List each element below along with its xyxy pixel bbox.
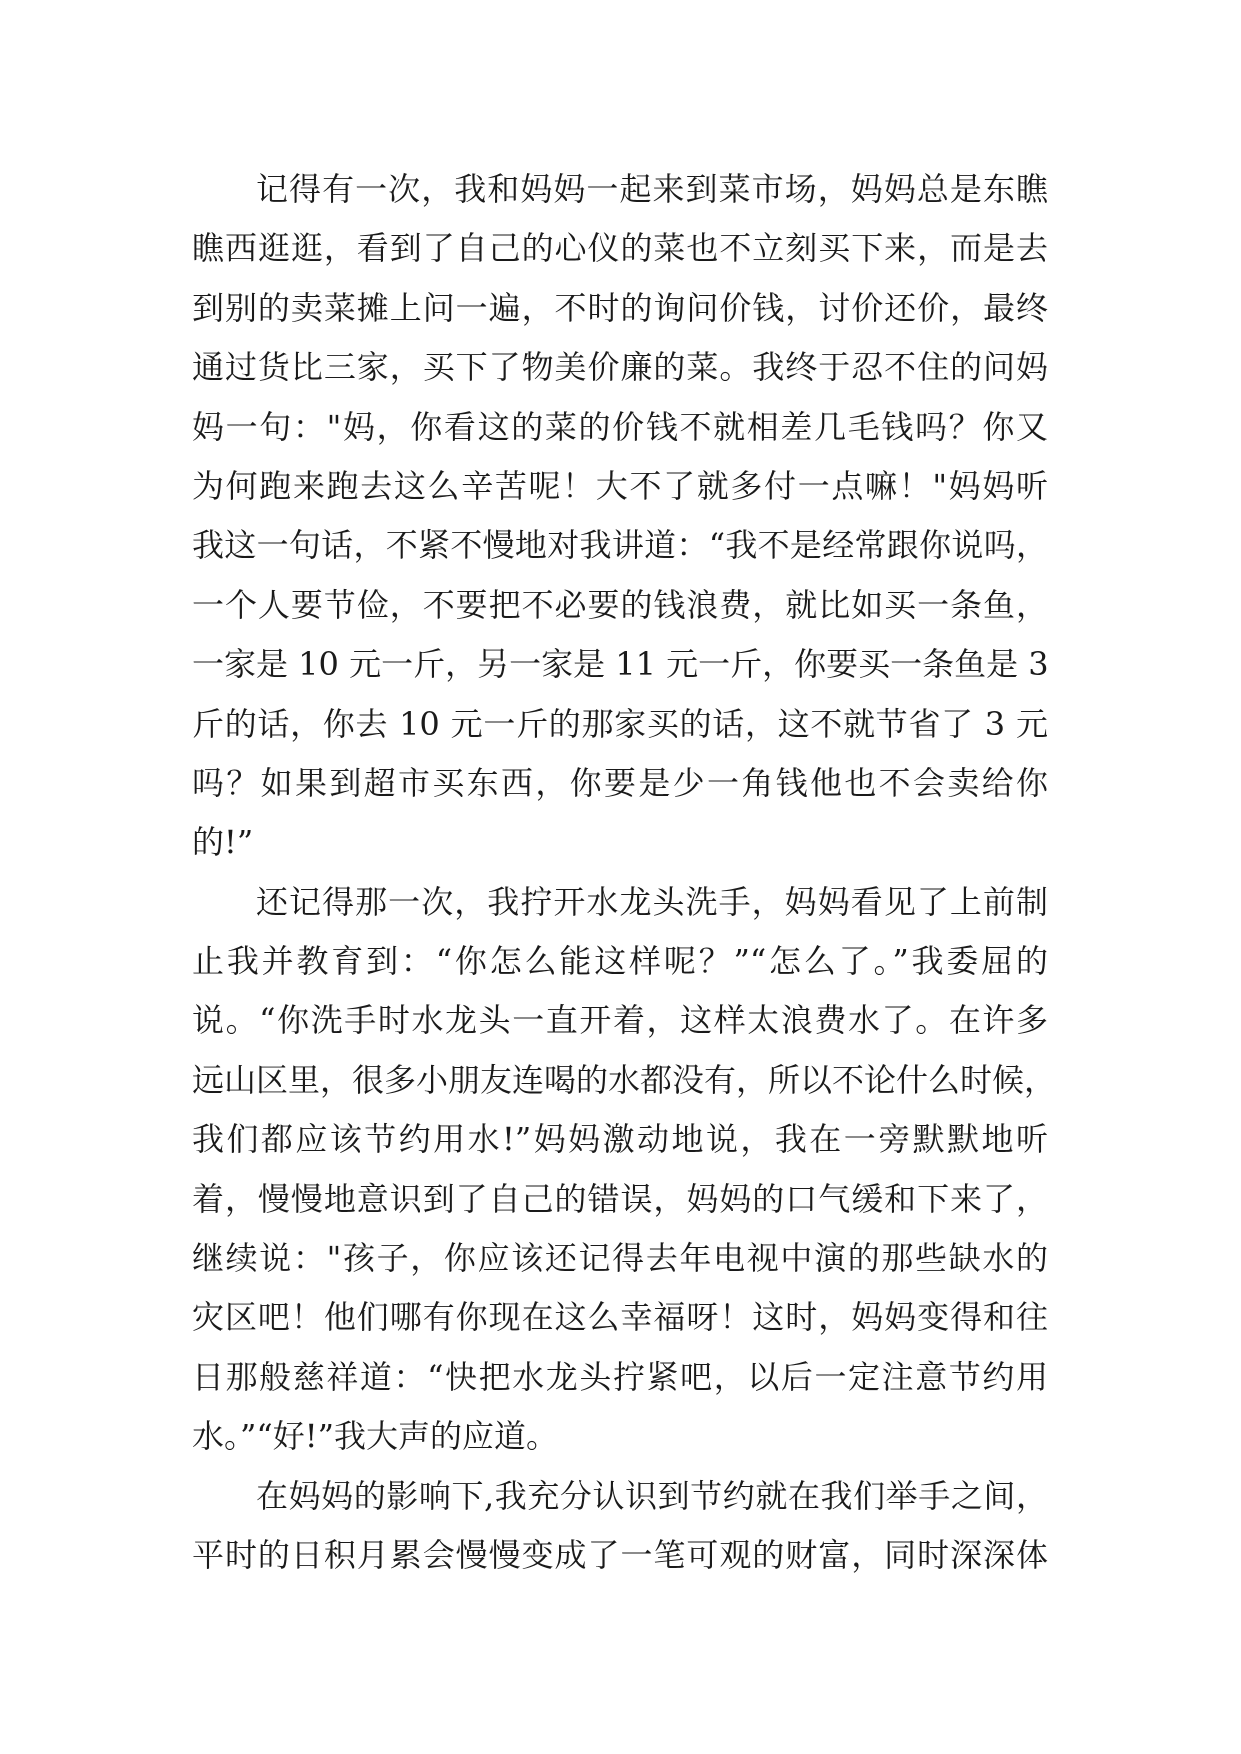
paragraph-2-line-3: 说。“你洗手时水龙头一直开着，这样太浪费水了。在许多 [192,1001,1048,1040]
paragraph-2-line-8: 灾区吧！他们哪有你现在这么幸福呀！这时，妈妈变得和往 [192,1298,1048,1337]
paragraph-1-line-10: 斤的话，你去 10 元一斤的那家买的话，这不就节省了 3 元 [192,704,1048,743]
paragraph-1-line-4: 通过货比三家，买下了物美价廉的菜。我终于忍不住的问妈 [192,348,1048,387]
paragraph-2-line-5: 我们都应该节约用水!”妈妈激动地说，我在一旁默默地听 [192,1120,1048,1159]
paragraph-3-line-1: 在妈妈的影响下,我充分认识到节约就在我们举手之间， [256,1476,1048,1515]
paragraph-2-line-1: 还记得那一次，我拧开水龙头洗手，妈妈看见了上前制 [256,882,1048,921]
paragraph-3-line-2: 平时的日积月累会慢慢变成了一笔可观的财富，同时深深体 [192,1535,1048,1574]
paragraph-1-line-2: 瞧西逛逛，看到了自己的心仪的菜也不立刻买下来，而是去 [192,229,1048,268]
paragraph-2-line-9: 日那般慈祥道：“快把水龙头拧紧吧，以后一定注意节约用 [192,1357,1048,1396]
paragraph-1-line-6: 为何跑来跑去这么辛苦呢！大不了就多付一点嘛！"妈妈听 [192,466,1048,505]
paragraph-1-line-7: 我这一句话，不紧不慢地对我讲道：“我不是经常跟你说吗， [192,526,1048,565]
paragraph-2-line-7: 继续说："孩子，你应该还记得去年电视中演的那些缺水的 [192,1239,1048,1278]
paragraph-2-line-6: 着，慢慢地意识到了自己的错误，妈妈的口气缓和下来了， [192,1179,1048,1218]
paragraph-1-line-5: 妈一句："妈，你看这的菜的价钱不就相差几毛钱吗？你又 [192,407,1048,446]
paragraph-2-line-2: 止我并教育到：“你怎么能这样呢？”“怎么了。”我委屈的 [192,942,1048,981]
paragraph-1-line-9: 一家是 10 元一斤，另一家是 11 元一斤，你要买一条鱼是 3 [192,645,1049,684]
paragraph-1-line-12: 的!” [192,823,254,862]
paragraph-1-line-11: 吗？如果到超市买东西，你要是少一角钱他也不会卖给你 [192,763,1048,802]
paragraph-1-line-3: 到别的卖菜摊上问一遍，不时的询问价钱，讨价还价，最终 [192,288,1048,327]
document-body [192,160,1057,1585]
paragraph-1-line-1: 记得有一次，我和妈妈一起来到菜市场，妈妈总是东瞧 [256,170,1048,208]
paragraph-1-line-8: 一个人要节俭，不要把不必要的钱浪费，就比如买一条鱼， [192,585,1048,624]
paragraph-2-line-4: 远山区里，很多小朋友连喝的水都没有，所以不论什么时候， [192,1060,1057,1099]
paragraph-2-line-10: 水。”“好!”我大声的应道。 [192,1417,558,1456]
